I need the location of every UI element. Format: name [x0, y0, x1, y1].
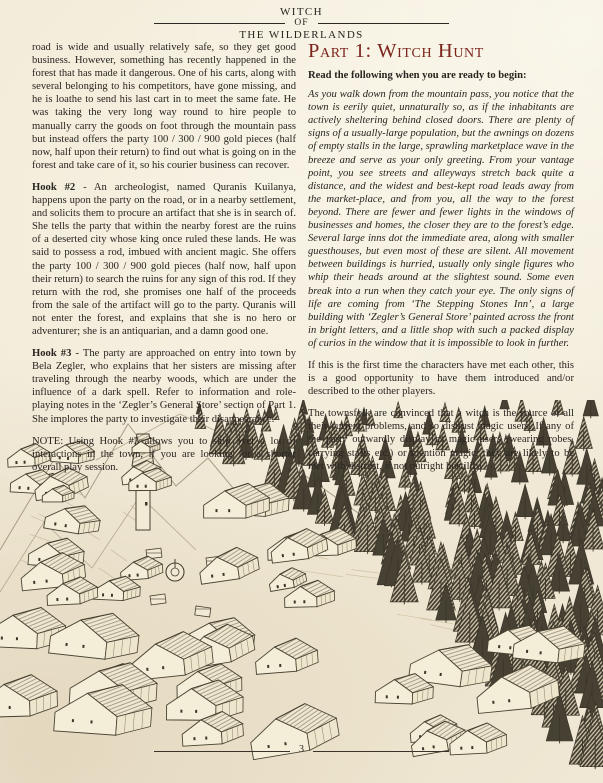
page-header: [0, 6, 603, 41]
paragraph-note: [32, 435, 296, 474]
book-title-midrow: [0, 18, 603, 29]
read-aloud-text: As you walk down from the mountain pass, you notice that the town is eerily quiet, unnaturally so, as if the inhabitants are actively sheltering behind closed doors. There are plenty of signs of a usually-large population, but the awnings on dozens of empty stalls in the large, sprawling marketplace wave in the breeze and serve as your only greeting. From your vantage point, you see streets and alleyways stretch back quite a distance, and the widest and best-kept road leads away from the market-place, and from you, all the way to the forest beyond. There are fewer and fewer lights in the windows of businesses and homes, the closer they are to the forest’s edge. Several large inns dot the immediate area, along with smaller guesthouses, but even most of these are silent. All movement between buildings is hurried, usually only single figures who whip their heads around at the slightest sound. Some even break into a run when they catch your eye. The only signs of life are coming from ‘The Stepping Stones Inn’, a large building with ‘Zegler’s General Store’ painted across the front in bright letters, and a little shop with such a packed display of curios in the window that it is impossible to look in further.: [308, 89, 574, 349]
paragraph-continuation: [32, 41, 296, 172]
hook-3-label: Hook #3: [32, 348, 72, 360]
paragraph-text: - The party are approached on entry into town by Bela Zegler, who explains that her sisters are missing after traveling through the nearby woods, which are under the influence of a dark spell. Refer to information and role-playing notes in the ‘Zegler’s General Store’ section of Part 1. She implores the party to investigate their disappearance.: [32, 348, 296, 425]
page-number: 3: [299, 744, 304, 755]
section-heading: Part 1: Witch Hunt: [308, 40, 484, 62]
hook-2-label: Hook #2: [32, 181, 76, 193]
read-aloud-intro: Read the following when you are ready to begin:: [308, 70, 527, 81]
header-rule-left: [154, 23, 285, 24]
book-title-line1: WITCH: [279, 6, 324, 18]
paragraph-hook-3: [32, 347, 296, 426]
paragraph-hook-2: [32, 181, 296, 338]
paragraph: If this is the first time the characters have met each other, this is a good opportunity to have them introduced and/or described to the other players.: [308, 359, 574, 398]
paragraph: The townsfolk are convinced that a witch is the source of all their current problems, and so distrust magic users. If any of the party outwardly display as magic users (wearing robes, carrying staffs etc.) or mention magic, they are likely to be met with distrust, if not outright hostility.: [308, 408, 574, 472]
book-title-line2: OF: [294, 18, 309, 28]
left-column: [32, 41, 296, 483]
header-rule-right: [318, 23, 449, 24]
paragraph-text: NOTE: Using Hook #3 allows you to skip over a lot of interactions in the town, if you are looking for a shorter overall play session.: [32, 435, 296, 473]
paragraph-text: road is wide and usually relatively safe, so they get good business. However, something has recently happened in the forest that has made it dangerous. One of his carts, along with several belonging to his competitors, have gone missing, and he is loathe to send his last cart in to meet the same fate. He was taking the very long way round to hire people to manually carry the goods on foot through the mountain pass but instead offers the party 100 / 300 / 900 gold pieces (half now, half upon their return) to find out what is going on in the forest and take care of it, so his courier business can recover.: [32, 42, 296, 171]
book-title-line3: THE WILDERLANDS: [239, 29, 364, 41]
paragraph-text: - An archeologist, named Quranis Kuilanya, happens upon the party on the road, or in a nearby settlement, and solicits them to procure an artifact that she is in search of. She tells the party that within the nearby forest are the ruins of a deserted city whose king once ruled these lands. He was said to possess a rod, imbued with ancient magic. She offers the party 100 / 300 / 900 gold pieces (half now, half upon their return) to search the ruins for any sign of this rod. If they return with the rod, she promises one half of the proceeds from the sale of the artifact will go to the party. Quranis will not enter the forest, and explains that she is no hero or adventurer; she is an antiquarian, and a damn good one.: [32, 181, 297, 337]
footer-rule-left: [154, 751, 290, 752]
right-column: [308, 40, 574, 482]
footer-rule-right: [313, 751, 449, 752]
page-footer: [0, 746, 603, 756]
